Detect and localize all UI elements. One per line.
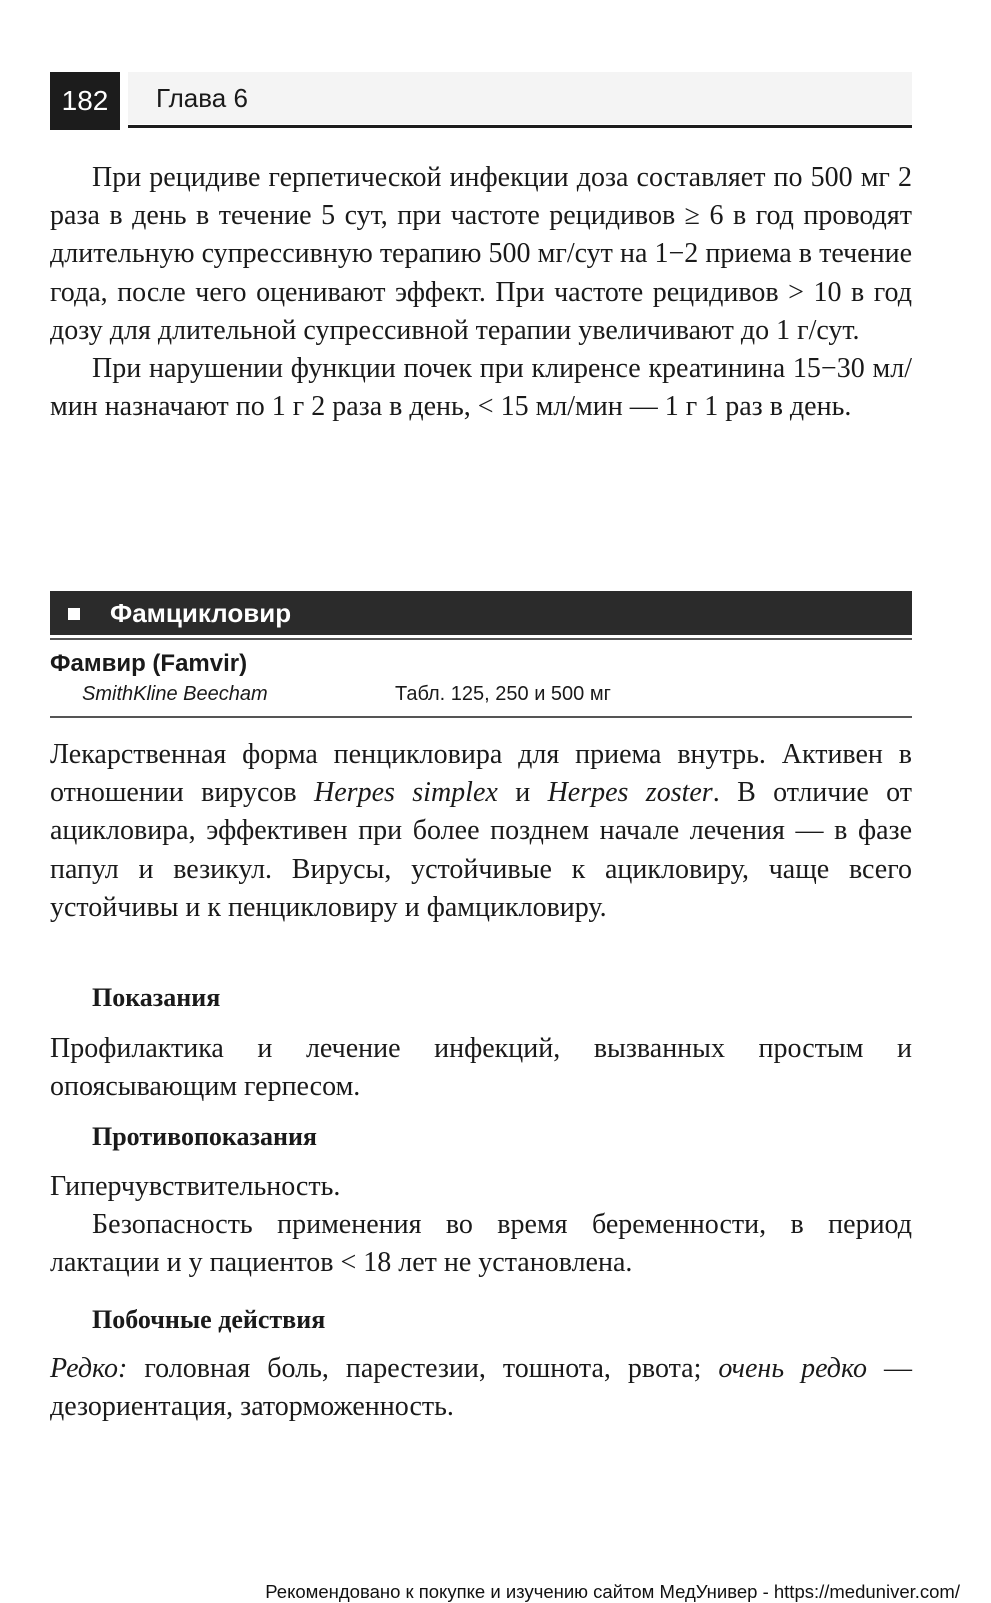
chapter-bar — [128, 72, 912, 124]
drug-box-rule — [50, 716, 912, 718]
intro-paragraph-2: При нарушении функции почек при клиренсе креатинина 15−30 мл/мин назначают по 1 г 2 раза в день, < 15 мл/мин — 1 г 1 раз в день. — [50, 353, 912, 423]
very-rare-label: очень редко — [718, 1353, 867, 1384]
indications-text: Профилактика и лечение инфекций, вызванных простым и опоясывающим герпесом. — [50, 1033, 912, 1103]
footer-recommendation: Рекомендовано к покупке и изучению сайтом МедУнивер - https://meduniver.com/ — [265, 1581, 960, 1602]
description-paragraph — [50, 736, 912, 927]
header-rule — [128, 125, 912, 128]
drug-manufacturer: SmithKline Beecham — [82, 683, 268, 705]
description-and: и — [497, 777, 548, 809]
drug-forms: Табл. 125, 250 и 500 мг — [395, 683, 611, 705]
intro-paragraph-1: При рецидиве герпетической инфекции доза составляет по 500 мг 2 раза в день в течение 5 сут, при частоте рецидивов ≥ 6 в год проводят длительную супрессивную терапию 500 мг/сут на 1−2 приема в течение года, после чего оценивают эффект. При частоте рецидивов > 10 в год дозу для длительной супрессивной терапии увеличивают до 1 г/сут. — [50, 162, 912, 346]
side-effects-text — [50, 1350, 912, 1426]
chapter-title: Глава 6 — [156, 83, 248, 113]
indications-heading: Показания — [92, 983, 221, 1012]
page-header — [50, 72, 912, 130]
intro-text — [50, 159, 912, 426]
rare-text: головная боль, парестезии, тошнота, рвота; — [127, 1353, 719, 1384]
very-rare-text: — дезориентация, заторможенность. — [50, 1353, 913, 1423]
contraindications-text — [50, 1168, 912, 1283]
section-title: Фамцикловир — [110, 598, 292, 628]
side-effects-heading: Побочные действия — [92, 1305, 326, 1334]
side-effects-paragraph — [50, 1350, 912, 1426]
herpes-zoster: Herpes zoster — [547, 777, 713, 809]
herpes-simplex: Herpes simplex — [314, 777, 498, 809]
rare-label: Редко: — [50, 1353, 128, 1384]
contraindications-note: Безопасность применения во время беременности, в период лактации и у пациентов < 18 лет не установлена. — [50, 1209, 912, 1279]
square-bullet-icon — [68, 608, 80, 620]
contraindications-main: Гиперчувствительность. — [50, 1171, 341, 1202]
description-part-2: . В отличие от ацикловира, эффективен при более позднем начале лечения — в фазе папул и везикул. Вирусы, устойчивые к ацикловиру, чаще всего устойчивы и к пенцикловиру и фамцикловиру. — [50, 777, 913, 923]
description-text — [50, 736, 912, 927]
drug-name: Фамвир (Famvir) — [50, 650, 248, 677]
description-part-1: Лекарственная форма пенцикловира для приема внутрь. Активен в отношении вирусов — [50, 739, 912, 809]
contraindications-heading: Противопоказания — [92, 1122, 317, 1151]
page-number: 182 — [50, 72, 120, 130]
section-underline — [50, 638, 912, 640]
section-header — [50, 591, 912, 635]
